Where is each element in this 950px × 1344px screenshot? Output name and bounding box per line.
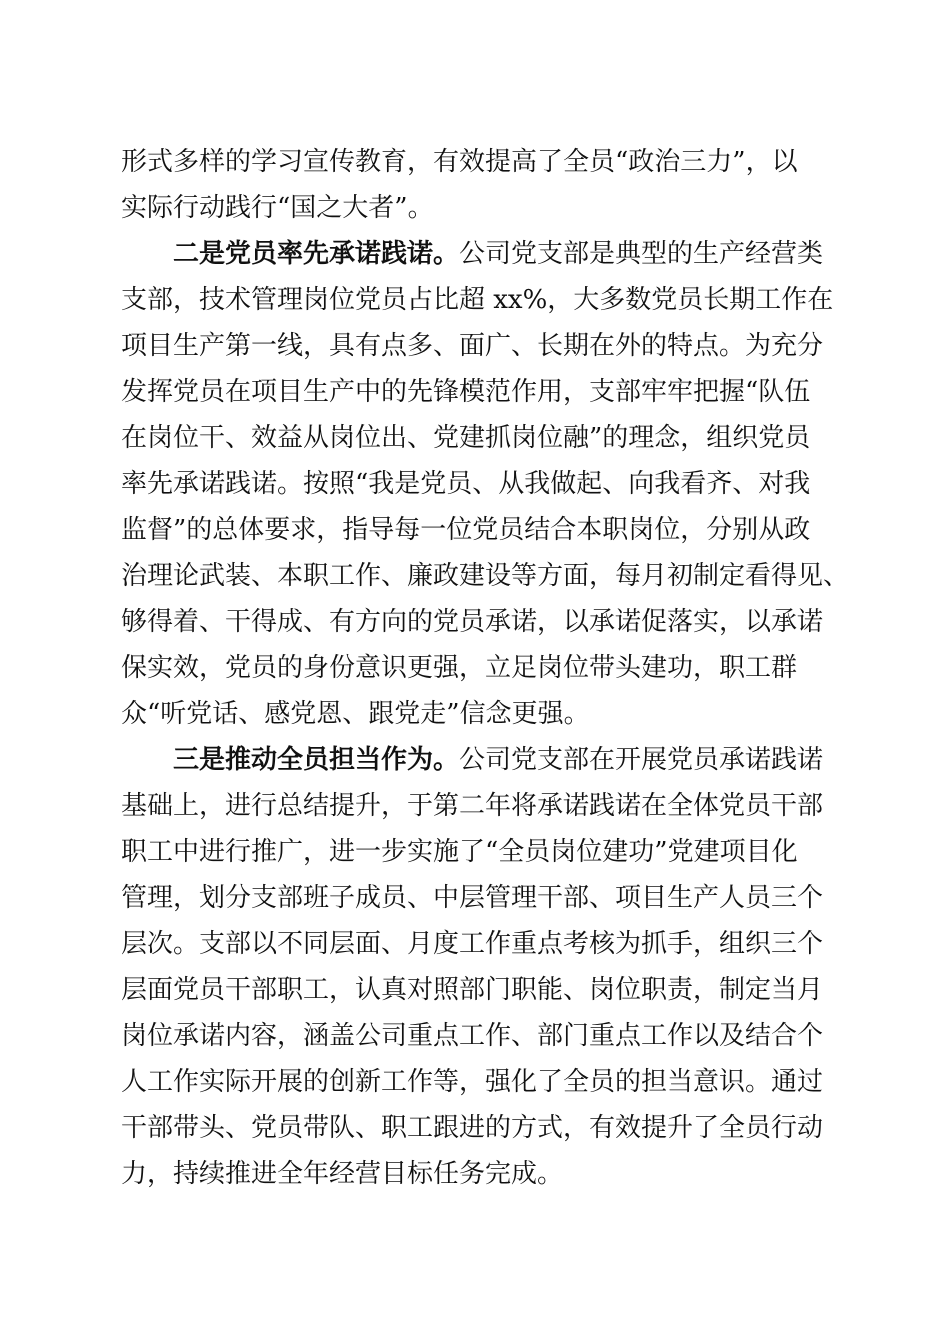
paragraph-2-line-10: 保实效，党员的身份意识更强，立足岗位带头建功，职工群 [121,653,798,683]
paragraph-3-line-8: 人工作实际开展的创新工作等，强化了全员的担当意识。通过 [121,1067,824,1097]
paragraph-2-line-7: 监督”的总体要求，指导每一位党员结合本职岗位，分别从政 [121,515,811,545]
paragraph-3-line-9: 干部带头、党员带队、职工跟进的方式，有效提升了全员行动 [121,1113,824,1143]
paragraph-2-first-line-text: 公司党支部是典型的生产经营类 [459,239,824,269]
paragraph-1-line-1: 形式多样的学习宣传教育，有效提高了全员“政治三力”，以 [121,147,798,177]
paragraph-3-line-7: 岗位承诺内容，涵盖公司重点工作、部门重点工作以及结合个 [121,1021,824,1051]
paragraph-2-line-2: 支部，技术管理岗位党员占比超 xx%，大多数党员长期工作在 [121,285,834,315]
paragraph-3-line-4: 管理，划分支部班子成员、中层管理干部、项目生产人员三个 [121,883,824,913]
paragraph-3-first-line-text: 公司党支部在开展党员承诺践诺 [459,745,824,775]
paragraph-3-line-2: 基础上，进行总结提升，于第二年将承诺践诺在全体党员干部 [121,791,824,821]
paragraph-2-line-11: 众“听党话、感党恩、跟党走”信念更强。 [121,699,590,729]
paragraph-3-heading: 三是推动全员担当作为。 [173,745,460,775]
paragraph-2-line-8: 治理论武装、本职工作、廉政建设等方面，每月初制定看得见、 [121,561,850,591]
paragraph-1-line-2: 实际行动践行“国之大者”。 [121,193,434,223]
paragraph-3-line-6: 层面党员干部职工，认真对照部门职能、岗位职责，制定当月 [121,975,824,1005]
paragraph-2-line-3: 项目生产第一线，具有点多、面广、长期在外的特点。为充分 [121,331,824,361]
paragraph-2-line-9: 够得着、干得成、有方向的党员承诺，以承诺促落实，以承诺 [121,607,824,637]
paragraph-2-first-line [173,232,823,276]
paragraph-2-line-5: 在岗位干、效益从岗位出、党建抓岗位融”的理念，组织党员 [121,423,811,453]
paragraph-2-line-6: 率先承诺践诺。按照“我是党员、从我做起、向我看齐、对我 [121,469,811,499]
paragraph-2-heading: 二是党员率先承诺践诺。 [173,239,460,269]
paragraph-3-line-5: 层次。支部以不同层面、月度工作重点考核为抓手，组织三个 [121,929,824,959]
paragraph-3-line-3: 职工中进行推广，进一步实施了“全员岗位建功”党建项目化 [121,837,798,867]
paragraph-2-line-4: 发挥党员在项目生产中的先锋模范作用，支部牢牢把握“队伍 [121,377,811,407]
paragraph-3-first-line [173,738,823,782]
paragraph-3-line-10: 力，持续推进全年经营目标任务完成。 [121,1159,564,1189]
